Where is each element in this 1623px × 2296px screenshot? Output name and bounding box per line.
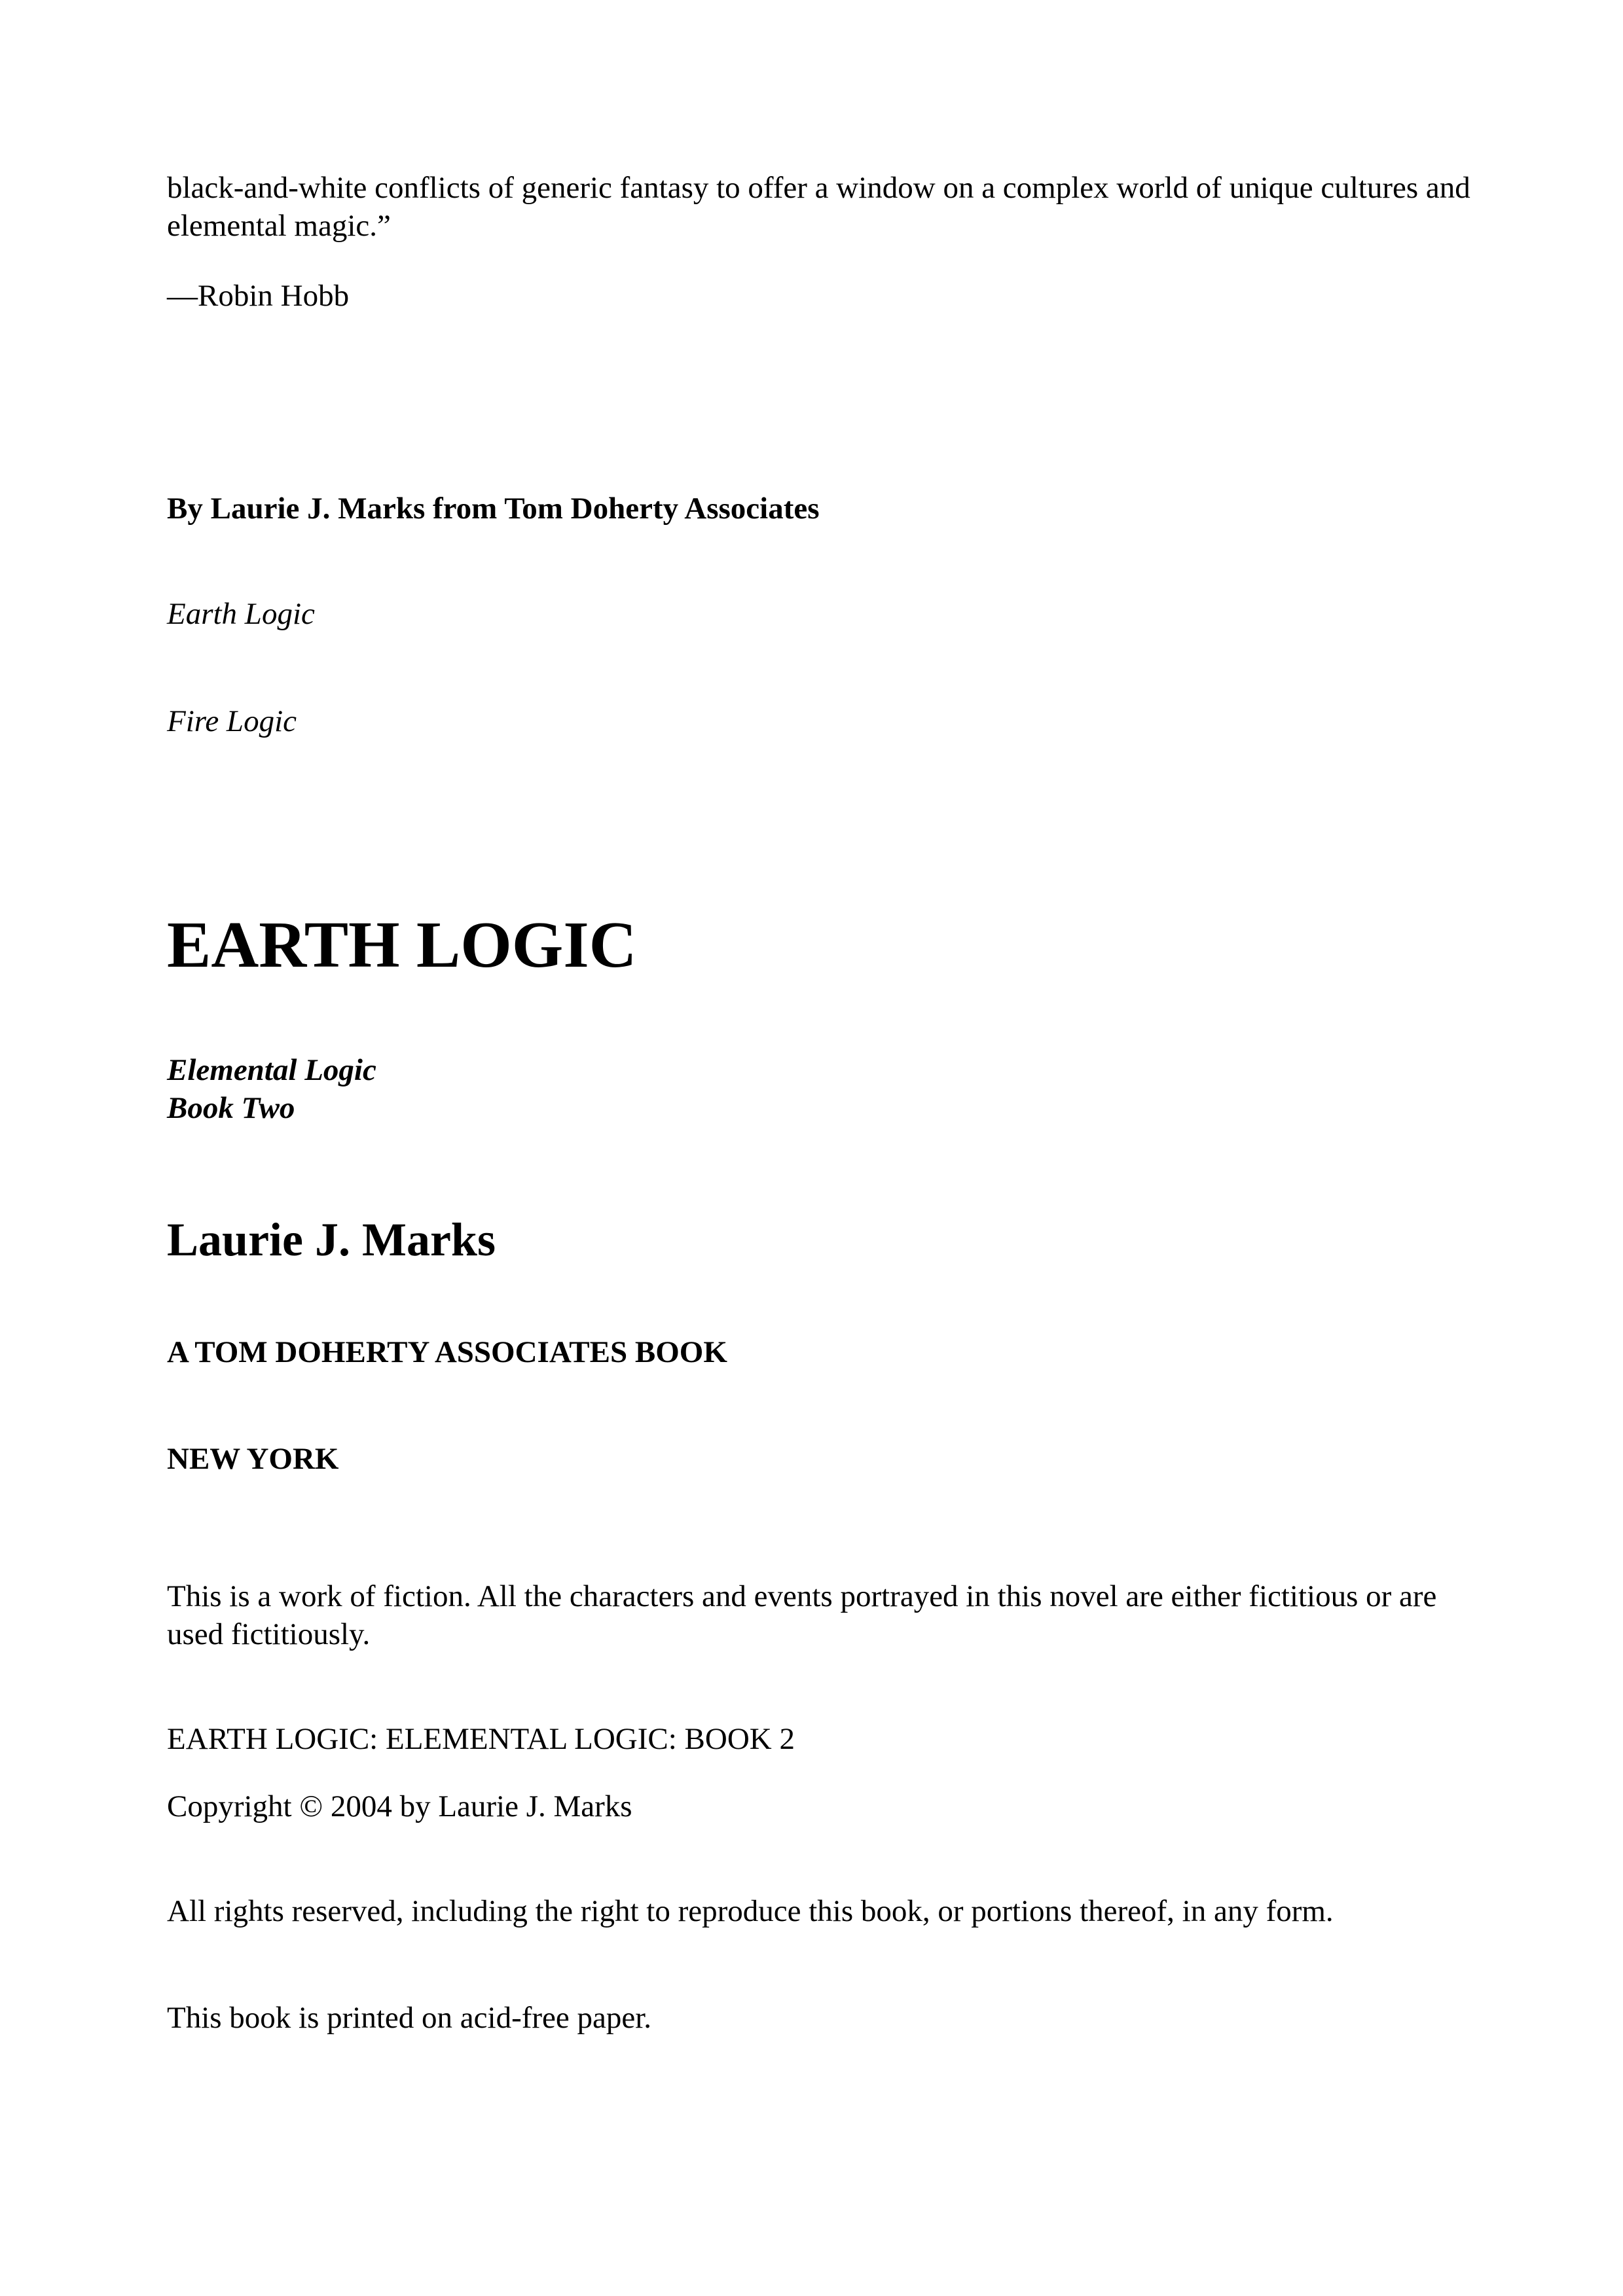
paper-notice: This book is printed on acid-free paper.	[167, 2001, 652, 2035]
series-volume: Book Two	[167, 1091, 295, 1125]
blurb-line-2: elemental magic.”	[167, 209, 391, 243]
author-name: Laurie J. Marks	[167, 1213, 496, 1266]
series-name: Elemental Logic	[167, 1053, 376, 1087]
blurb-line-1: black-and-white conflicts of generic fantasy to offer a window on a complex world of unique cultures and	[167, 171, 1470, 205]
book-title: EARTH LOGIC	[167, 908, 637, 981]
book-identifier: EARTH LOGIC: ELEMENTAL LOGIC: BOOK 2	[167, 1722, 795, 1756]
copyright-notice: Copyright © 2004 by Laurie J. Marks	[167, 1789, 632, 1823]
blurb-attribution: —Robin Hobb	[167, 279, 350, 313]
publisher-line: A TOM DOHERTY ASSOCIATES BOOK	[167, 1335, 727, 1369]
also-by-book-1: Earth Logic	[167, 597, 315, 631]
fiction-disclaimer-line-2: used fictitiously.	[167, 1617, 371, 1651]
publisher-city: NEW YORK	[167, 1442, 339, 1476]
fiction-disclaimer-line-1: This is a work of fiction. All the characters and events portrayed in this novel are either fictitious or are	[167, 1579, 1437, 1613]
rights-notice: All rights reserved, including the right to reproduce this book, or portions thereof, in any form.	[167, 1894, 1334, 1928]
also-by-book-2: Fire Logic	[167, 704, 297, 738]
also-by-heading: By Laurie J. Marks from Tom Doherty Associates	[167, 492, 820, 526]
